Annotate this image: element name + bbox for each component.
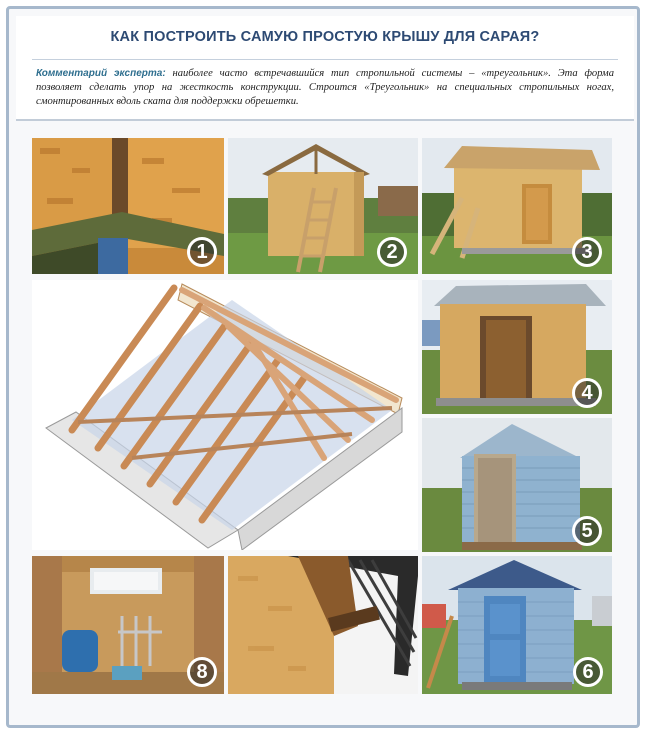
step-badge-1: 1: [187, 237, 217, 267]
photo-1-osb-corner: [32, 138, 224, 274]
rafter-system-drawing: [32, 280, 418, 550]
step-badge-2: 2: [377, 237, 407, 267]
photo-2-rafters-frame: [228, 138, 418, 274]
expert-comment: [36, 67, 614, 109]
photo-8-interior: [32, 556, 224, 694]
eaves-closeup-image: [228, 556, 418, 694]
rafter-system-diagram: [32, 280, 418, 550]
page-title: КАК ПОСТРОИТЬ САМУЮ ПРОСТУЮ КРЫШУ ДЛЯ САРАЯ?: [110, 29, 540, 45]
photo-6-finished-shed: [422, 556, 612, 694]
photo-4-osb-shed: [422, 280, 612, 414]
step-badge-6: 6: [573, 657, 603, 687]
step-badge-8: 8: [187, 657, 217, 687]
photo-3-roof-boards: [422, 138, 612, 274]
expert-comment-text: наиболее часто встречавшийся тип стропильной системы – «треугольник». Эта форма позволяет сделать упор на жесткость конструкции. Строится «Треугольник» на специальных стропильных ногах, смонтированных вдоль ската для поддержки обрешетки.: [36, 68, 614, 107]
photo-eaves-closeup: [228, 556, 418, 694]
expert-comment-label: Комментарий эксперта:: [36, 68, 166, 79]
photo-5-siding-film: [422, 418, 612, 552]
header-panel: [16, 16, 634, 120]
step-badge-3: 3: [572, 237, 602, 267]
title-divider: [32, 59, 618, 60]
header-separator: [16, 119, 634, 121]
step-badge-4: 4: [572, 378, 602, 408]
step-badge-5: 5: [572, 516, 602, 546]
